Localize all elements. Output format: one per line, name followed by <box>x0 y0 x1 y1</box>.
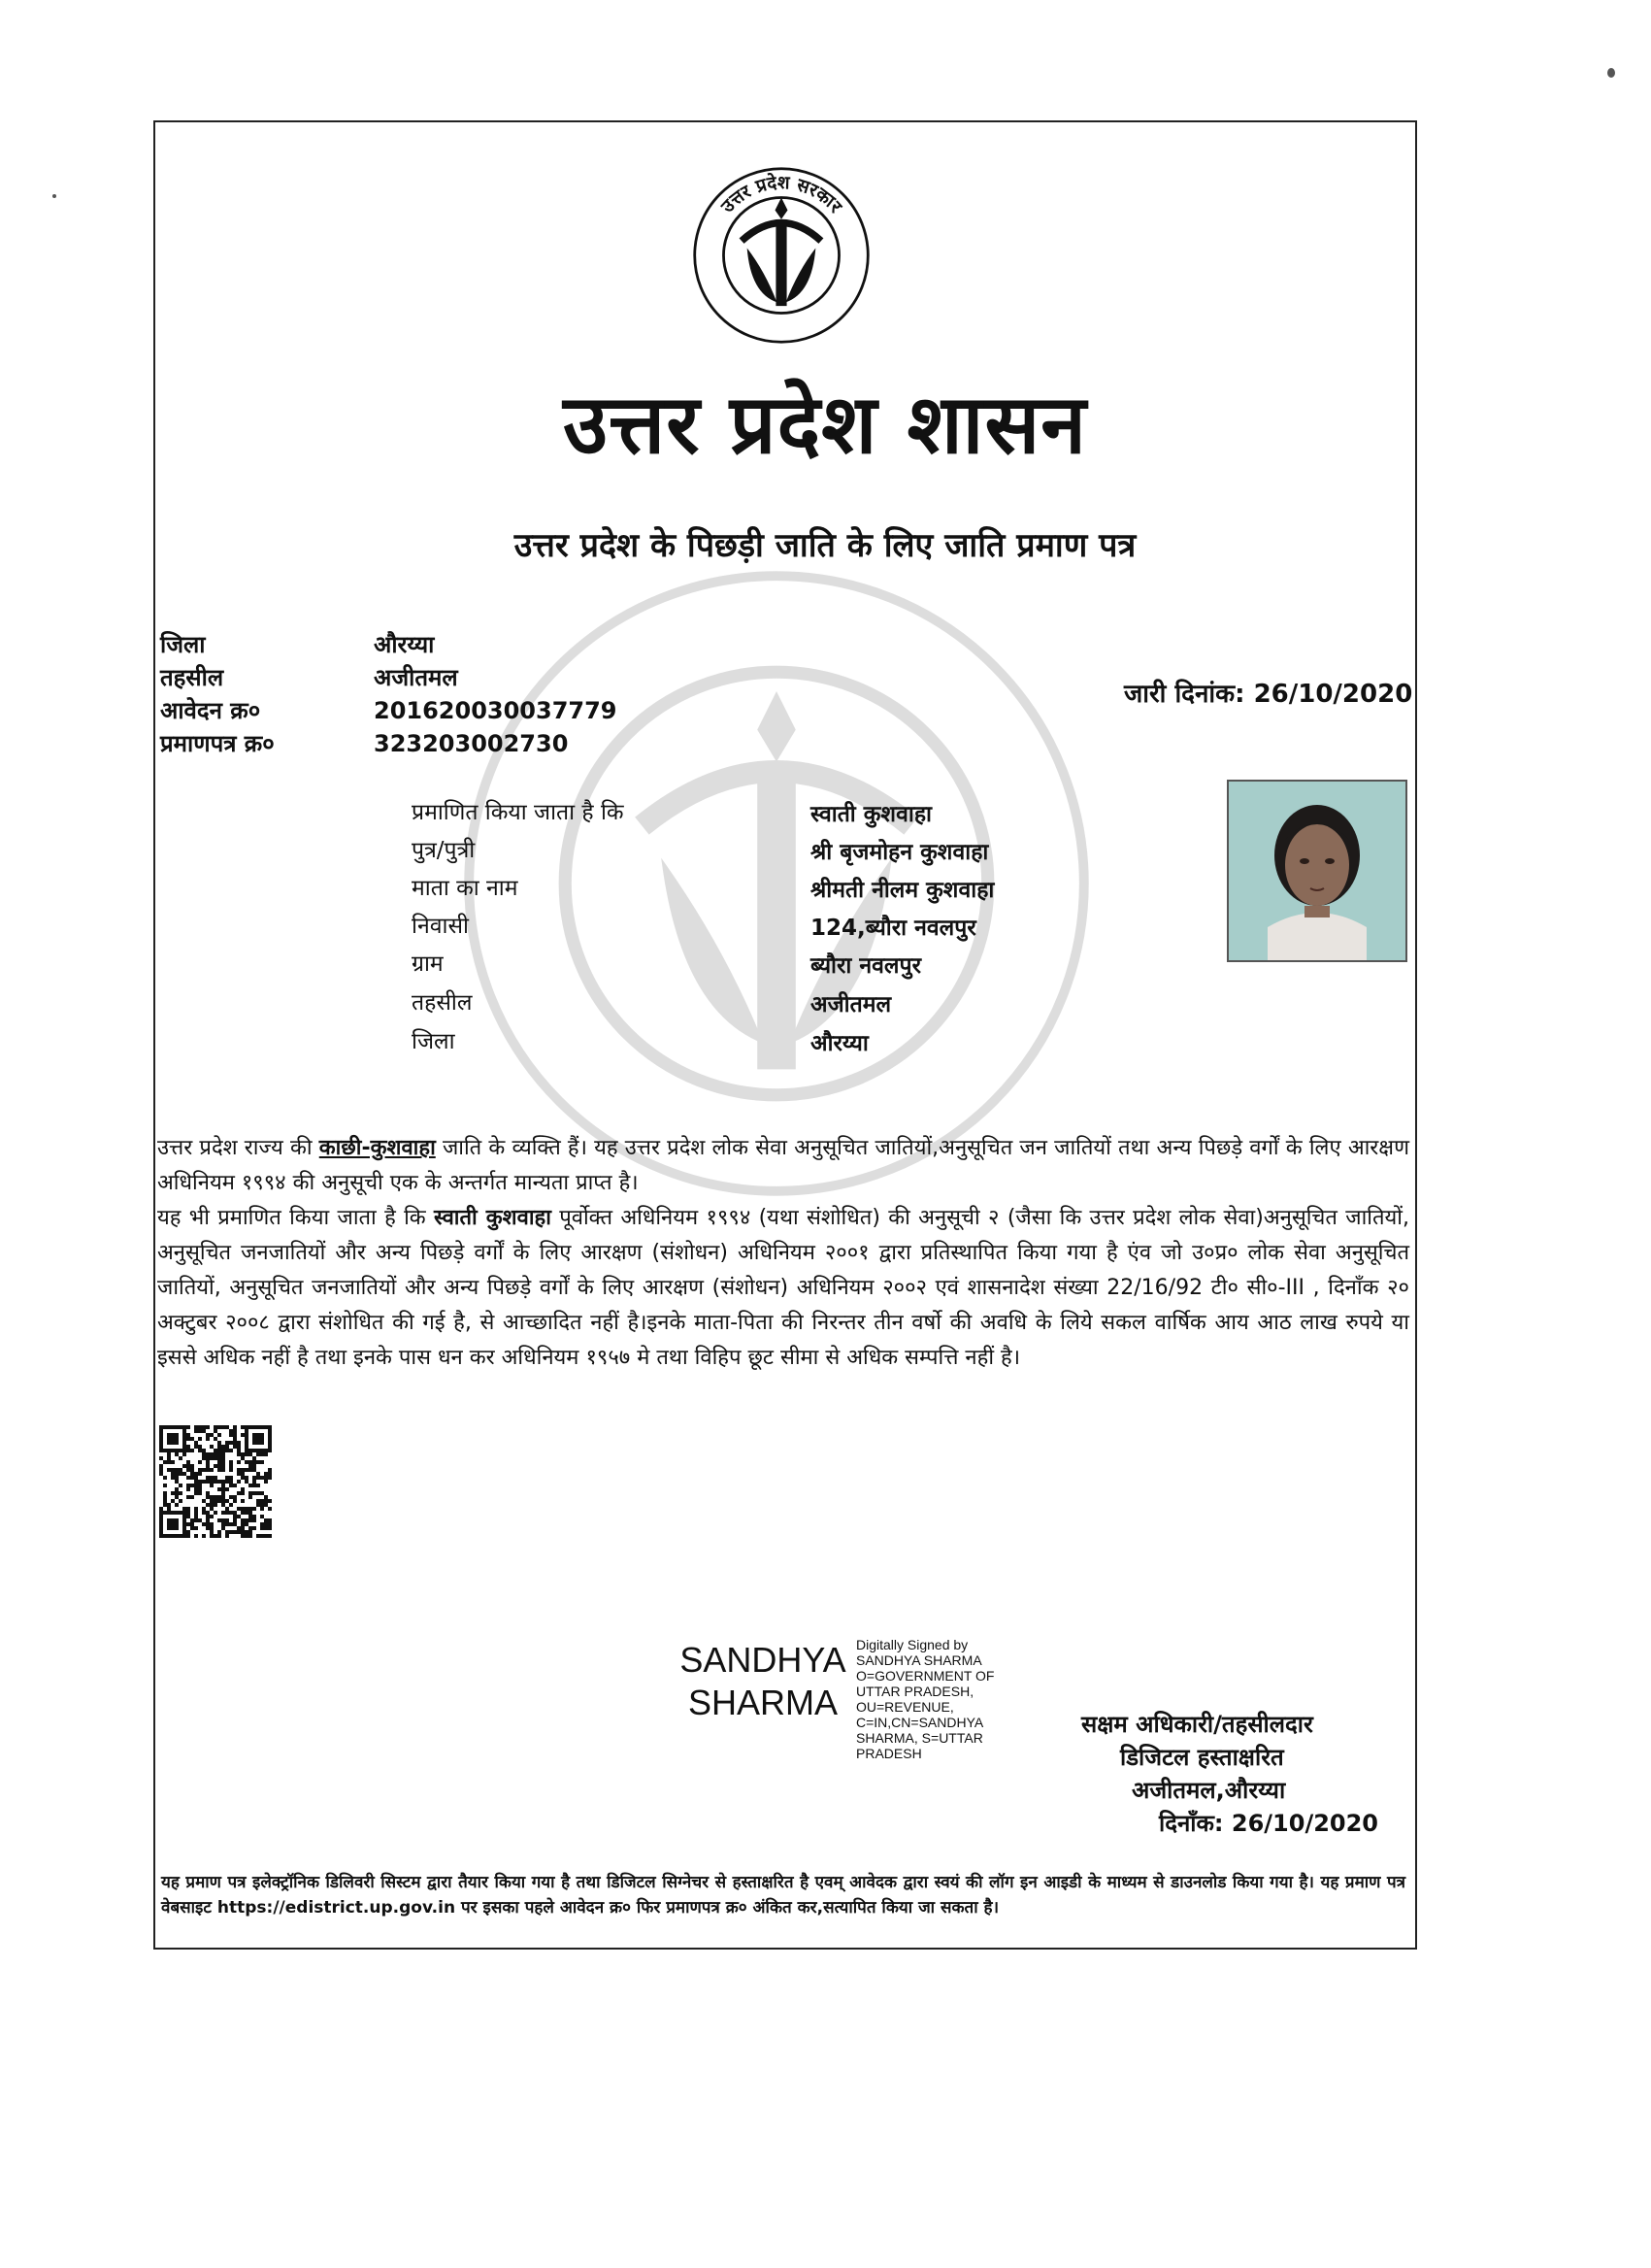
signature-detail-line: C=IN,CN=SANDHYA <box>856 1715 984 1730</box>
signature-detail-line: OU=REVENUE, <box>856 1699 954 1715</box>
authority-designation: सक्षम अधिकारी/तहसीलदार <box>1081 1711 1313 1738</box>
body-text-segment: जाति के व्यक्ति हैं। यह उत्तर प्रदेश लोक सेवा अनुसूचित जातियों,अनुसूचित जन जातियों तथा अन्य पिछड़े वर्गों के लिए आरक्षण अधिनियम १९९४ की अनुसूची एक के अन्तर्गत मान्यता प्राप्त है। <box>157 1136 1409 1195</box>
emblem-watermark <box>456 563 1097 1204</box>
scan-speck <box>1607 68 1615 78</box>
certificate-body <box>157 1131 1409 1376</box>
caste-name: काछी-कुशवाहा <box>318 1136 436 1160</box>
body-text-segment: पूर्वोक्त अधिनियम १९९४ (यथा संशोधित) की अनुसूची २ (जैसा कि उत्तर प्रदेश लोक सेवा)अनुसूचित जातियों, अनुसूचित जनजातियों और अन्य पिछड़े वर्गों के लिए आरक्षण (संशोधन) अधिनियम २००१ द्वारा प्रतिस्थापित किया गया है एंव जो उ०प्र० लोक सेवा अनुसूचित जातियों, अनुसूचित जनजातियों और अन्य पिछड़े वर्गों के लिए आरक्षण (संशोधन) अधिनियम २००२ एवं शासनादेश संख्या 22/16/92 टी० सी०-III , दिनाँक २० अक्टुबर २००८ द्वारा संशोधित की गई है, से आच्छादित नहीं है।इनके माता-पिता की निरन्तर तीन वर्षो की अवधि के लिये सकल वार्षिक आय आठ लाख रुपये या इससे अधिक नहीं है तथा इनके पास धन कर अधिनियम १९५७ मे तथा विहिप छूट सीमा से अधिक सम्पत्ति नहीं है। <box>157 1206 1409 1370</box>
page-title: उत्तर प्रदेश शासन <box>563 377 1087 472</box>
certified-label: प्रमाणित किया जाता है कि <box>412 800 624 825</box>
detail-district-value: औरय्या <box>810 1031 869 1056</box>
digital-signature-details <box>856 1637 1011 1761</box>
body-paragraph-1 <box>157 1131 1409 1201</box>
village-value: ब्यौरा नवलपुर <box>810 953 921 979</box>
issue-date: जारी दिनांक: 26/10/2020 <box>1124 680 1413 709</box>
certificate-number-label: प्रमाणपत्र क्र० <box>160 730 275 757</box>
authority-location: अजीतमल,औरय्या <box>1132 1777 1286 1804</box>
signer-name-line: SANDHYA <box>679 1640 846 1680</box>
signer-name <box>677 1639 848 1724</box>
authority-date: दिनाँक: 26/10/2020 <box>1159 1810 1379 1837</box>
footer-note: यह प्रमाण पत्र इलेक्ट्रॉनिक डिलिवरी सिस्टम द्वारा तैयार किया गया है तथा डिजिटल सिग्नेचर से हस्ताक्षरित है एवम् आवेदक द्वारा स्वयं की लॉग इन आइडी के माध्यम से डाउनलोड किया गया है। यह प्रमाण पत्र वेबसाइट https://edistrict.up.gov.in पर इसका पहले आवेदन क्र० फिर प्रमाणपत्र क्र० अंकित कर,सत्यापित किया जा सकता है। <box>161 1873 1405 1918</box>
applicant-photo <box>1227 780 1407 962</box>
application-number-label: आवेदन क्र० <box>160 697 261 724</box>
certificate-number-value: 323203002730 <box>374 730 569 757</box>
mother-name-label: माता का नाम <box>412 876 518 901</box>
tehsil-value: अजीतमल <box>374 664 458 691</box>
body-applicant-name: स्वाती कुशवाहा <box>434 1206 551 1230</box>
village-label: ग्राम <box>412 951 444 977</box>
signature-detail-line: SANDHYA SHARMA <box>856 1652 982 1668</box>
resident-label: निवासी <box>412 914 469 939</box>
signature-detail-line: SHARMA, S=UTTAR <box>856 1730 983 1746</box>
signature-detail-line: UTTAR PRADESH, <box>856 1684 974 1699</box>
mother-name: श्रीमती नीलम कुशवाहा <box>810 878 995 903</box>
detail-district-label: जिला <box>412 1029 455 1054</box>
authority-digital-signed: डिजिटल हस्ताक्षरित <box>1120 1744 1284 1771</box>
resident-address: 124,ब्यौरा नवलपुर <box>810 916 976 941</box>
emblem-text: उत्तर प्रदेश सरकार <box>717 173 845 217</box>
scan-speck <box>52 194 56 198</box>
qr-code[interactable] <box>159 1425 272 1538</box>
body-text-segment: यह भी प्रमाणित किया जाता है कि <box>157 1206 435 1230</box>
district-label: जिला <box>160 631 206 658</box>
application-number-value: 201620030037779 <box>374 697 617 724</box>
detail-tehsil-value: अजीतमल <box>810 992 892 1017</box>
district-value: औरय्या <box>374 631 435 658</box>
body-paragraph-2 <box>157 1201 1409 1376</box>
signature-detail-line: PRADESH <box>856 1746 922 1761</box>
certificate-subtitle: उत्तर प्रदेश के पिछड़ी जाति के लिए जाति प्रमाण पत्र <box>513 526 1137 565</box>
signer-name-line: SHARMA <box>687 1683 839 1722</box>
tehsil-label: तहसील <box>160 664 224 691</box>
applicant-name: स्वाती कुशवाहा <box>810 802 932 827</box>
up-government-emblem <box>691 165 872 346</box>
signature-detail-line: O=GOVERNMENT OF <box>856 1668 995 1684</box>
body-text-segment: उत्तर प्रदेश राज्य की <box>157 1136 319 1160</box>
signature-detail-line: Digitally Signed by <box>856 1637 969 1652</box>
father-name: श्री बृजमोहन कुशवाहा <box>810 840 989 865</box>
detail-tehsil-label: तहसील <box>412 990 473 1016</box>
son-daughter-of-label: पुत्र/पुत्री <box>412 838 476 863</box>
